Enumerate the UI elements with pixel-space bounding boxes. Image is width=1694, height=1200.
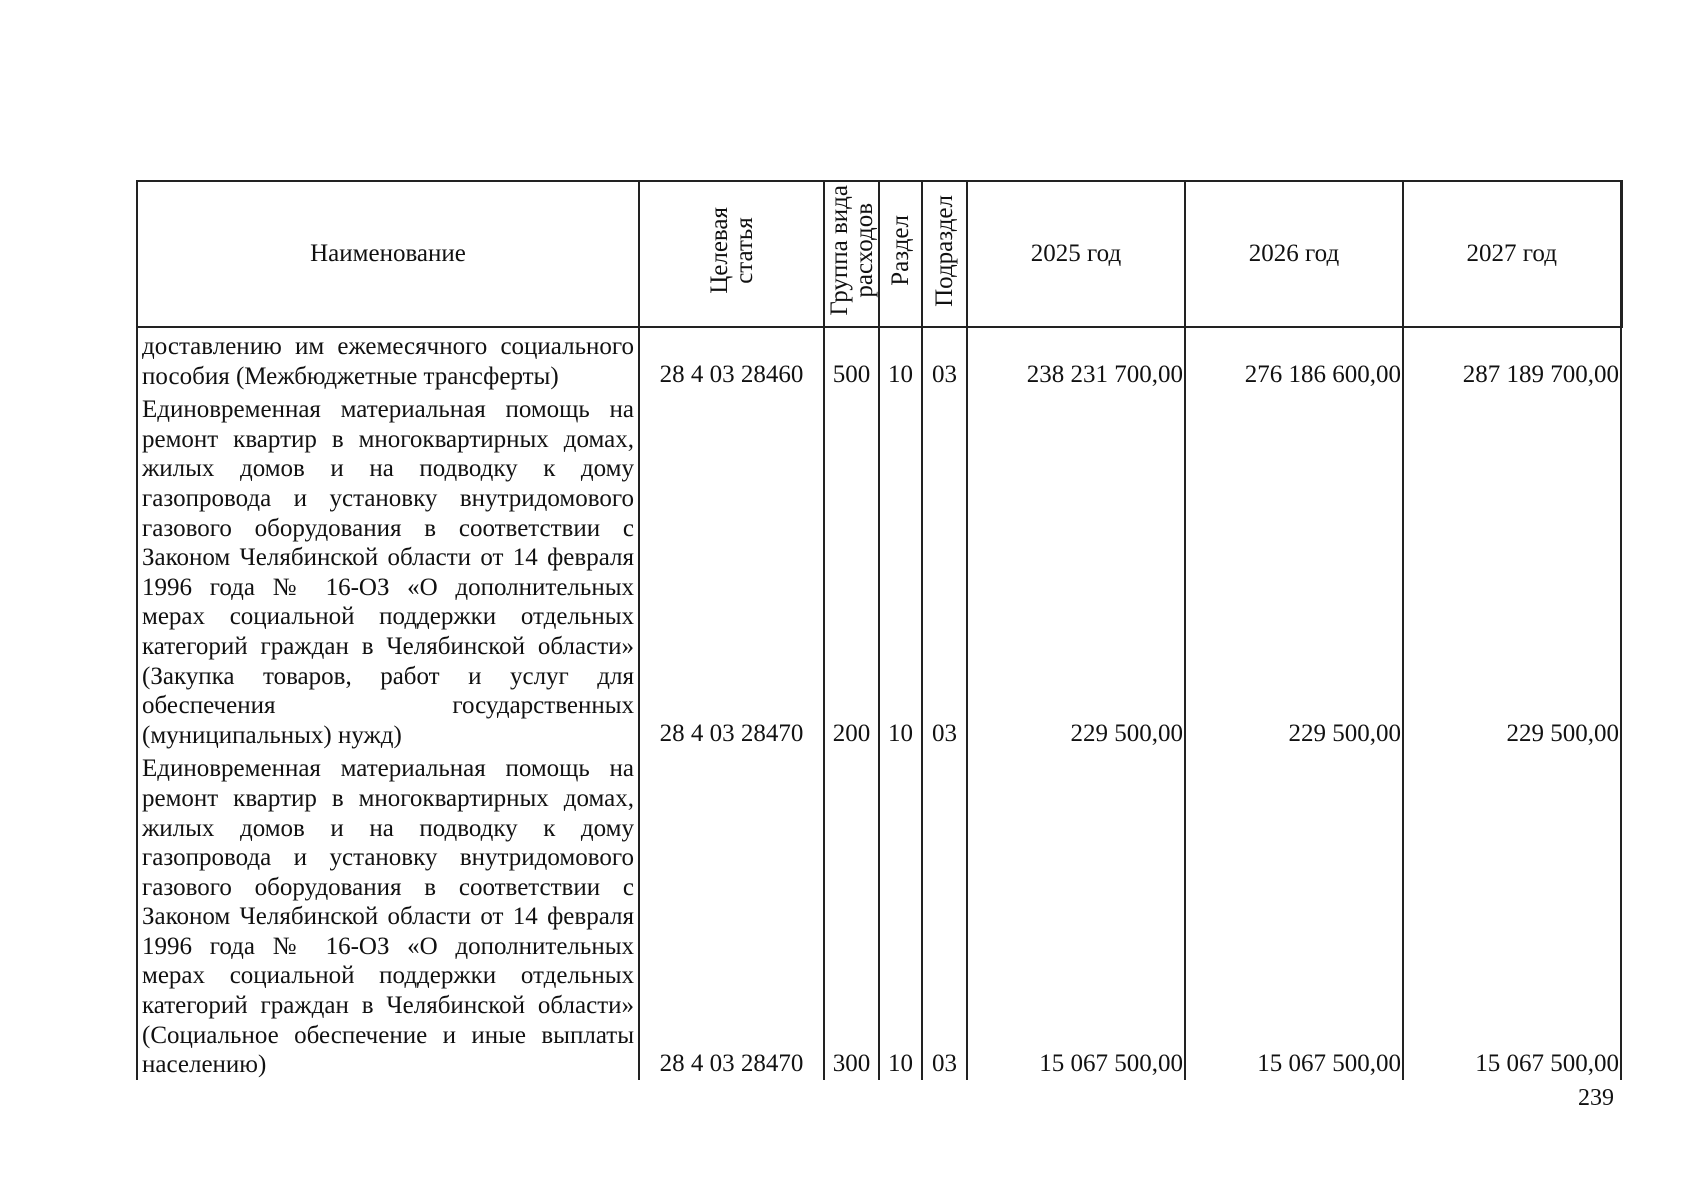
row-name: Единовременная материальная помощь на ремонт квартир в многоквартирных домах, жилых домов и на подводку к дому газопровода и установку внутридомового газового оборудования в соответствии с Законом Челябинской области от 14 февраля 1996 года № 16-ОЗ «О дополнительных мерах социальной поддержки отдельных категорий граждан в Челябинской области» (Социальное обеспечение и иные выплаты населению) xyxy=(137,750,639,1080)
row-amount-2025: 15 067 500,00 xyxy=(967,750,1185,1080)
row-amount-2025: 229 500,00 xyxy=(967,391,1185,750)
row-subsection: 03 xyxy=(922,391,967,750)
table-header-row xyxy=(137,181,1621,327)
header-name: Наименование xyxy=(137,181,639,327)
row-amount-2027: 15 067 500,00 xyxy=(1403,750,1621,1080)
table-row xyxy=(137,327,1621,391)
row-section: 10 xyxy=(879,750,922,1080)
header-target-article: Целевая статья xyxy=(639,181,824,327)
row-subsection: 03 xyxy=(922,327,967,391)
row-target: 28 4 03 28460 xyxy=(639,327,824,391)
row-section: 10 xyxy=(879,391,922,750)
page-number: 239 xyxy=(1578,1085,1614,1111)
row-section: 10 xyxy=(879,327,922,391)
row-amount-2026: 229 500,00 xyxy=(1185,391,1403,750)
row-target: 28 4 03 28470 xyxy=(639,750,824,1080)
row-amount-2027: 287 189 700,00 xyxy=(1403,327,1621,391)
table-row xyxy=(137,391,1621,750)
header-2027: 2027 год xyxy=(1403,181,1621,327)
header-section: Раздел xyxy=(879,181,922,327)
row-amount-2026: 276 186 600,00 xyxy=(1185,327,1403,391)
row-name: доставлению им ежемесячного социального пособия (Межбюджетные трансферты) xyxy=(137,327,639,391)
table-row xyxy=(137,750,1621,1080)
row-amount-2025: 238 231 700,00 xyxy=(967,327,1185,391)
row-group: 500 xyxy=(824,327,879,391)
row-subsection: 03 xyxy=(922,750,967,1080)
budget-table xyxy=(136,180,1623,1080)
header-subsection: Подраздел xyxy=(922,181,967,327)
row-group: 200 xyxy=(824,391,879,750)
row-amount-2026: 15 067 500,00 xyxy=(1185,750,1403,1080)
header-2026: 2026 год xyxy=(1185,181,1403,327)
row-target: 28 4 03 28470 xyxy=(639,391,824,750)
row-group: 300 xyxy=(824,750,879,1080)
header-expense-group: Группа вида расходов xyxy=(824,181,879,327)
header-2025: 2025 год xyxy=(967,181,1185,327)
row-amount-2027: 229 500,00 xyxy=(1403,391,1621,750)
row-name: Единовременная материальная помощь на ремонт квартир в многоквартирных домах, жилых домов и на подводку к дому газопровода и установку внутридомового газового оборудования в соответствии с Законом Челябинской области от 14 февраля 1996 года № 16-ОЗ «О дополнительных мерах социальной поддержки отдельных категорий граждан в Челябинской области» (Закупка товаров, работ и услуг для обеспечения государственных (муниципальных) нужд) xyxy=(137,391,639,750)
